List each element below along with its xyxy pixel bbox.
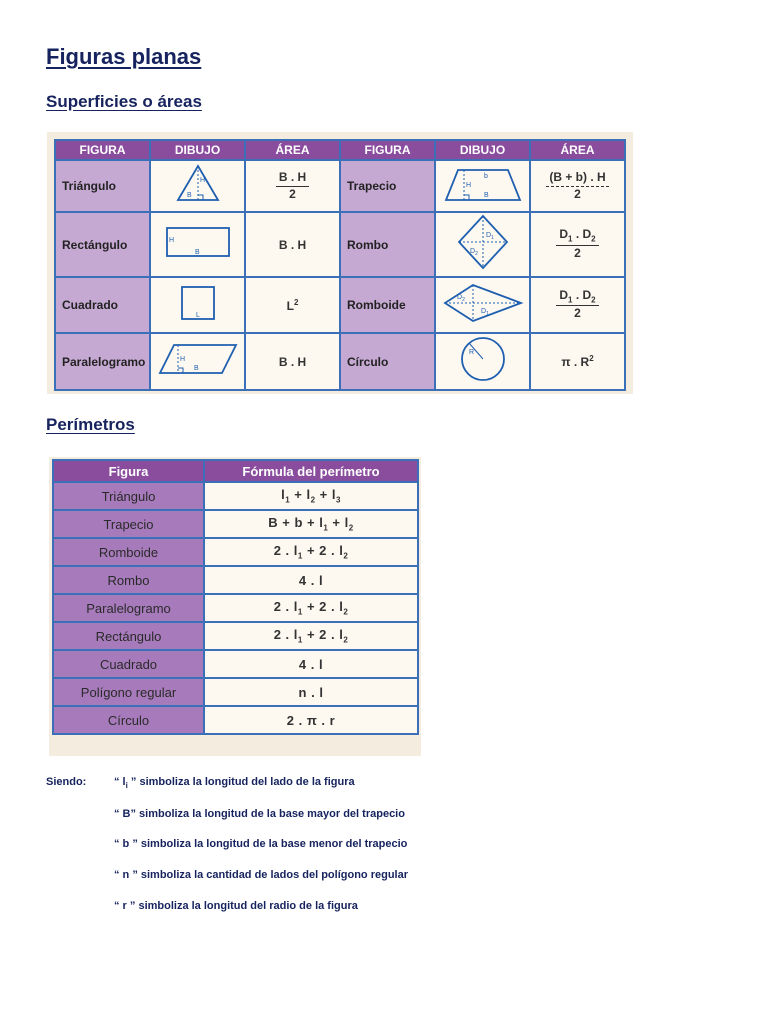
area-row	[55, 277, 625, 333]
header-figura: FIGURA	[55, 140, 150, 160]
kite-icon	[435, 277, 530, 333]
formula-rombo: $\frac{D_1 . D_2}{2}$	[530, 212, 625, 277]
table-row	[53, 566, 418, 594]
figure-name-cuadrado: Cuadrado	[55, 277, 150, 333]
figure-name-romboide: Romboide	[340, 277, 435, 333]
formula-rectangulo: B . H	[245, 212, 340, 277]
perimeter-figure-name: Triángulo	[53, 482, 204, 510]
table-row	[53, 538, 418, 566]
legend-line: “ b ” simboliza la longitud de la base menor del trapecio	[114, 838, 408, 850]
rhombus-icon	[435, 212, 530, 277]
svg-text:H: H	[199, 176, 205, 184]
parallelogram-icon	[150, 333, 245, 390]
area-table	[54, 139, 626, 391]
header-figura: Figura	[53, 460, 204, 482]
figure-name-paralelogramo: Paralelogramo	[55, 333, 150, 390]
header-dibujo-2: DIBUJO	[435, 140, 530, 160]
figure-name-rombo: Rombo	[340, 212, 435, 277]
legend-line: “ r ” simboliza la longitud del radio de la figura	[114, 900, 358, 912]
formula-trapecio: $\frac{(B + b) . H}{2}$	[530, 160, 625, 212]
perimeter-table	[52, 459, 419, 735]
perimeter-figure-name: Trapecio	[53, 510, 204, 538]
circle-icon	[435, 333, 530, 390]
perimeter-formula: $l_1 + l_2 + l_3$	[204, 482, 418, 510]
perimeter-table-container	[49, 457, 421, 756]
legend-label: Siendo:	[46, 776, 87, 788]
svg-text:H: H	[465, 181, 471, 189]
svg-text:B: B	[194, 249, 200, 256]
svg-text:H: H	[179, 356, 185, 363]
legend-line: “ B” simboliza la longitud de la base mayor del trapecio	[114, 808, 405, 820]
trapezoid-icon	[435, 160, 530, 212]
legend-line: “ n ” simboliza la cantidad de lados del polígono regular	[114, 869, 408, 881]
figure-name-circulo: Círculo	[340, 333, 435, 390]
square-icon	[150, 277, 245, 333]
svg-text:D2: $D_2$	[469, 248, 478, 257]
header-figura-2: FIGURA	[340, 140, 435, 160]
perimeter-figure-name: Polígono regular	[53, 678, 204, 706]
perimeter-figure-name: Rectángulo	[53, 622, 204, 650]
figure-name-trapecio: Trapecio	[340, 160, 435, 212]
svg-text:D1: $D_1$	[480, 307, 489, 317]
perimeter-formula: $B + b + l_1 + l_2$	[204, 510, 418, 538]
triangle-icon	[150, 160, 245, 212]
svg-text:R: R	[468, 349, 474, 356]
perimeter-figure-name: Círculo	[53, 706, 204, 734]
page-title: Figuras planas	[46, 44, 202, 69]
svg-text:b: b	[483, 172, 488, 180]
perimeter-figure-name: Paralelogramo	[53, 594, 204, 622]
formula-cuadrado: $L^2$	[245, 277, 340, 333]
table-row	[53, 650, 418, 678]
svg-text:H: H	[168, 237, 174, 244]
header-formula: Fórmula del perímetro	[204, 460, 418, 482]
svg-text:B: B	[483, 191, 489, 199]
table-row	[53, 482, 418, 510]
area-table-header	[55, 140, 625, 160]
svg-text:D1: $D_1$	[485, 232, 494, 241]
formula-paralelogramo: B . H	[245, 333, 340, 390]
figure-name-triangulo: Triángulo	[55, 160, 150, 212]
table-row	[53, 594, 418, 622]
perimeter-formula: 2 . $l_1 + 2$ . $l_2$	[204, 622, 418, 650]
perimeter-formula: 4 . l	[204, 650, 418, 678]
svg-text:L: L	[195, 311, 200, 319]
perimeters-heading: Perímetros	[46, 415, 135, 434]
perimeter-formula: 2 . $l_1 + 2$ . $l_2$	[204, 594, 418, 622]
area-row	[55, 212, 625, 277]
formula-romboide: $\frac{D_1 . D_2}{2}$	[530, 277, 625, 333]
header-area: ÁREA	[245, 140, 340, 160]
svg-text:B: B	[193, 365, 199, 372]
areas-heading: Superficies o áreas	[46, 92, 202, 111]
table-row	[53, 678, 418, 706]
header-area-2: ÁREA	[530, 140, 625, 160]
table-row	[53, 622, 418, 650]
formula-circulo: π . $R^2$	[530, 333, 625, 390]
table-row	[53, 510, 418, 538]
perimeter-figure-name: Rombo	[53, 566, 204, 594]
perimeter-figure-name: Cuadrado	[53, 650, 204, 678]
perimeter-formula: 2 . $l_1 + 2$ . $l_2$	[204, 538, 418, 566]
rectangle-icon	[150, 212, 245, 277]
svg-text:B: B	[186, 191, 192, 199]
area-table-container	[47, 132, 633, 394]
perimeter-formula: n . l	[204, 678, 418, 706]
perimeter-table-header	[53, 460, 418, 482]
header-dibujo: DIBUJO	[150, 140, 245, 160]
legend-line: “ $l_i$ ” simboliza la longitud del lado de la figura	[114, 776, 355, 791]
perimeter-formula: 2 . π . r	[204, 706, 418, 734]
figure-name-rectangulo: Rectángulo	[55, 212, 150, 277]
table-row	[53, 706, 418, 734]
perimeter-figure-name: Romboide	[53, 538, 204, 566]
perimeter-formula: 4 . l	[204, 566, 418, 594]
svg-text:D2: $D_2$	[456, 293, 465, 303]
area-row	[55, 333, 625, 390]
formula-triangulo: $\frac{B . H}{2}$	[245, 160, 340, 212]
area-row	[55, 160, 625, 212]
